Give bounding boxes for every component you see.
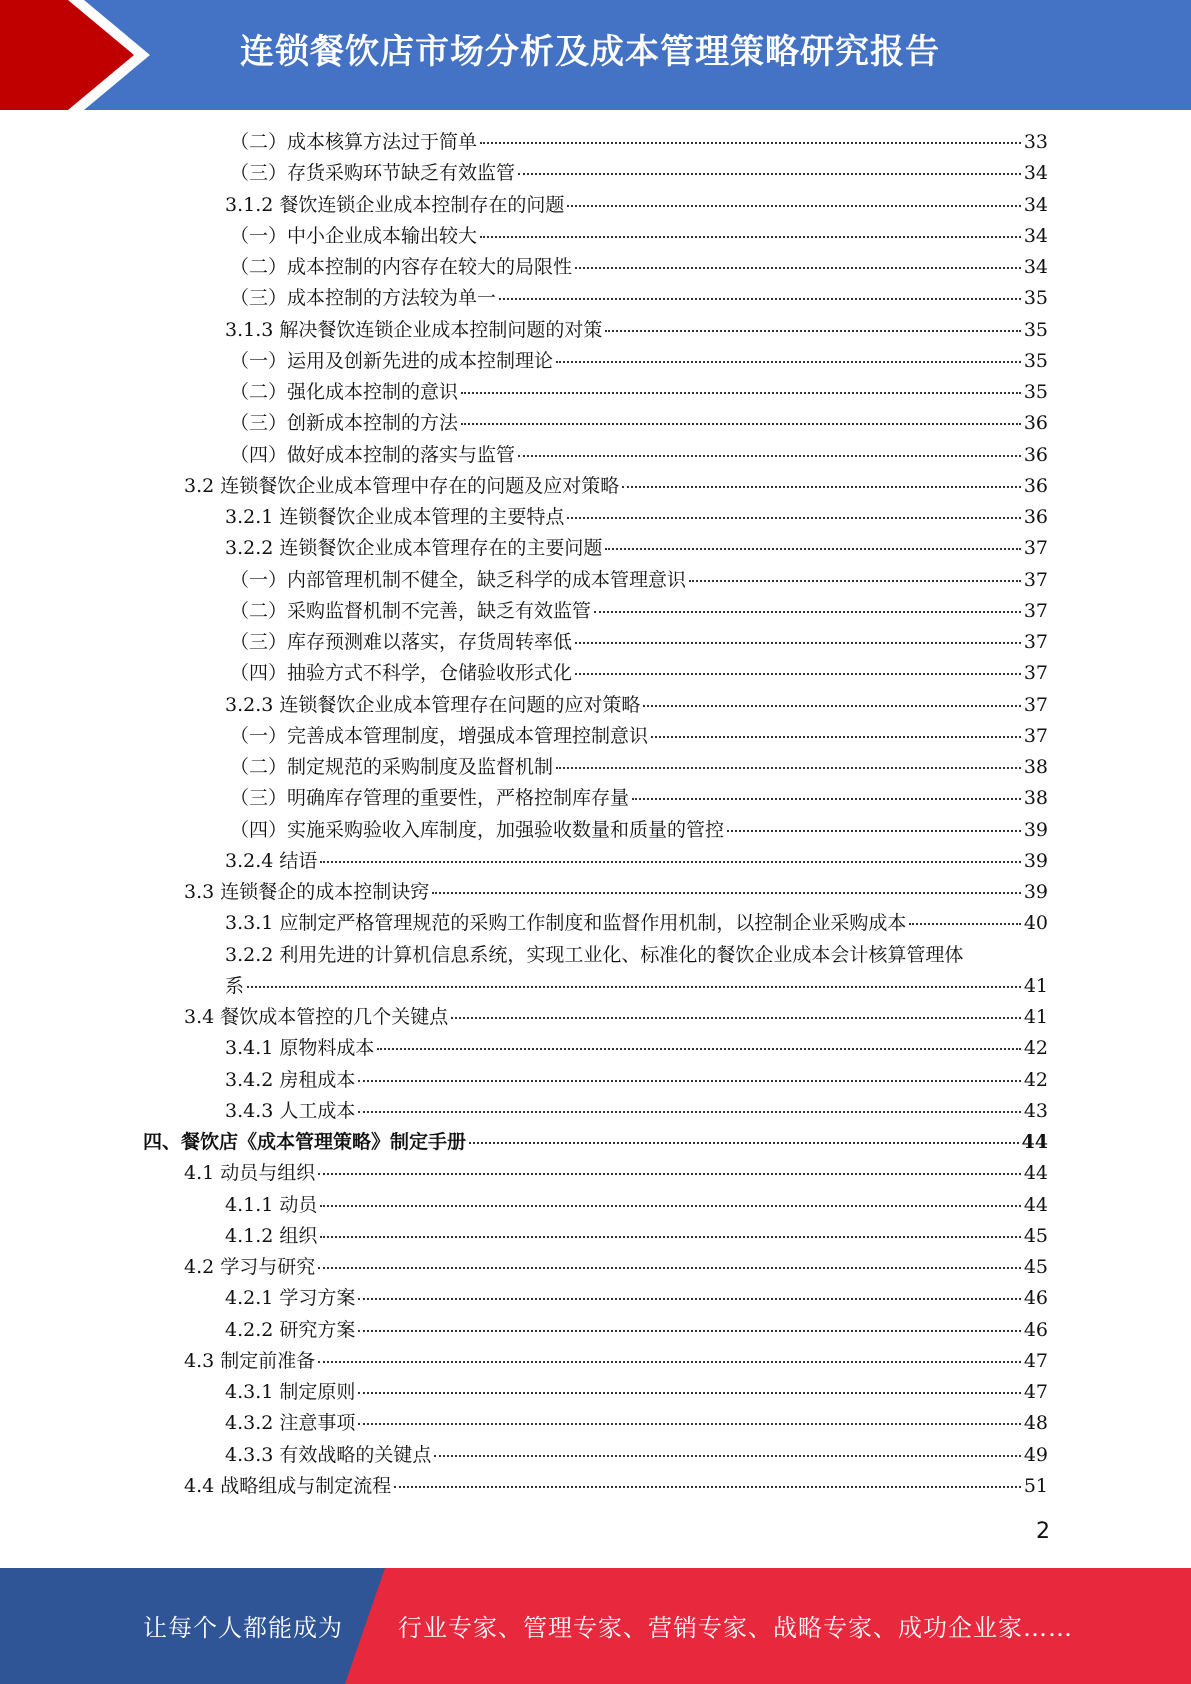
toc-entry-title: 4.3.3 有效战略的关键点 [225,1443,432,1466]
toc-entry[interactable] [0,1315,1191,1346]
toc-leader-dots [567,517,1020,519]
toc-entry-title: （三）创新成本控制的方法 [230,412,459,435]
toc-entry-title: 4.1.1 动员 [225,1193,318,1216]
toc-entry-title: （二）成本控制的内容存在较大的局限性 [230,256,573,278]
toc-entry-title: 3.4.2 房租成本 [225,1068,356,1091]
toc-entry[interactable] [0,440,1191,471]
toc-entry-title: 3.2.2 连锁餐饮企业成本管理存在的主要问题 [225,537,603,560]
toc-entry-title: 4.3.2 注意事项 [225,1412,356,1435]
toc-entry[interactable] [0,1283,1191,1314]
toc-leader-dots [394,1486,1021,1488]
toc-entry[interactable] [0,1033,1191,1064]
toc-entry[interactable] [0,1190,1191,1221]
toc-entry-page: 33 [1023,131,1048,153]
toc-entry[interactable] [0,1002,1191,1033]
toc-entry-title: 3.2.4 结语 [225,849,318,872]
toc-entry-page: 34 [1023,224,1048,247]
toc-entry-page: 34 [1023,162,1048,185]
toc-entry[interactable] [0,877,1191,908]
toc-entry-title: 3.1.2 餐饮连锁企业成本控制存在的问题 [225,193,565,216]
toc-entry[interactable] [0,1252,1191,1283]
toc-leader-dots [632,798,1021,800]
toc-entry[interactable] [0,1065,1191,1096]
toc-entry-page: 35 [1023,318,1048,341]
toc-entry[interactable] [0,940,1191,1003]
toc-entry-title-line: 3.2.2 利用先进的计算机信息系统，实现工业化、标准化的餐饮企业成本会计核算管理体 [225,943,964,966]
toc-entry-page: 35 [1023,381,1048,403]
toc-leader-dots [318,1267,1021,1269]
toc-leader-dots [480,142,1021,144]
toc-leader-dots [432,892,1021,894]
toc-entry[interactable] [0,1221,1191,1252]
toc-entry-title: 3.2.1 连锁餐饮企业成本管理的主要特点 [225,506,565,528]
toc-leader-dots [518,173,1021,175]
toc-entry-page: 40 [1023,912,1048,935]
toc-entry[interactable] [0,408,1191,439]
toc-entry[interactable] [0,221,1191,252]
toc-entry[interactable] [0,1158,1191,1189]
toc-entry-title: 4.1 动员与组织 [184,1162,316,1185]
toc-entry-title: （四）实施采购验收入库制度，加强验收数量和质量的管控 [230,818,725,841]
toc-entry[interactable] [0,908,1191,939]
toc-entry-title: （二）强化成本控制的意识 [230,381,459,403]
toc-entry-title: 3.1.3 解决餐饮连锁企业成本控制问题的对策 [225,318,603,341]
toc-entry-page: 44 [1023,1162,1048,1185]
toc-entry[interactable] [0,565,1191,596]
toc-leader-dots [318,1361,1021,1363]
toc-leader-dots [358,1298,1020,1300]
toc-entry-title: （三）明确库存管理的重要性，严格控制库存量 [230,787,630,810]
toc-entry[interactable] [0,127,1191,158]
toc-entry-page: 47 [1023,1349,1048,1372]
toc-entry-title: （三）成本控制的方法较为单一 [230,287,497,310]
toc-entry[interactable] [0,158,1191,189]
toc-entry[interactable] [0,377,1191,408]
toc-leader-dots [377,1048,1020,1050]
toc-leader-dots [556,361,1021,363]
toc-entry[interactable] [0,471,1191,502]
toc-entry-page: 44 [1023,1193,1048,1216]
toc-entry[interactable] [0,721,1191,752]
toc-entry-page: 37 [1023,599,1048,622]
toc-entry-page: 35 [1023,349,1048,372]
toc-entry-page: 44 [1021,1131,1048,1153]
toc-leader-dots [358,1392,1020,1394]
toc-entry[interactable] [0,190,1191,221]
toc-entry-page: 36 [1023,443,1048,466]
toc-entry-title: 4.2.2 研究方案 [225,1318,356,1341]
toc-entry-title: （二）采购监督机制不完善，缺乏有效监管 [230,599,592,622]
toc-entry-page: 34 [1023,193,1048,216]
toc-entry-page: 39 [1023,849,1048,872]
toc-leader-dots [469,1142,1019,1144]
toc-entry[interactable] [0,783,1191,814]
toc-entry[interactable] [0,346,1191,377]
toc-entry-title: （一）内部管理机制不健全，缺乏科学的成本管理意识 [230,568,687,591]
toc-entry-title: （一）中小企业成本输出较大 [230,224,478,247]
toc-leader-dots [605,548,1020,550]
toc-leader-dots [689,580,1021,582]
toc-entry[interactable] [0,1440,1191,1471]
toc-entry-title: 3.3 连锁餐企的成本控制诀窍 [184,881,430,903]
toc-leader-dots [651,736,1021,738]
toc-entry-title: 系 [225,974,245,997]
toc-entry-title: 3.3.1 应制定严格管理规范的采购工作制度和监督作用机制，以控制企业采购成本 [225,912,907,935]
toc-entry-page: 37 [1023,568,1048,591]
toc-leader-dots [358,1111,1020,1113]
toc-leader-dots [320,861,1020,863]
page-header [0,0,1191,110]
toc-entry[interactable] [0,1127,1191,1158]
page-footer [0,1568,1191,1684]
toc-entry-page: 36 [1023,474,1048,497]
toc-leader-dots [318,1173,1021,1175]
toc-entry-title: （四）抽验方式不科学，仓储验收形式化 [230,662,573,685]
toc-entry-title: 4.4 战略组成与制定流程 [184,1474,392,1497]
report-title: 连锁餐饮店市场分析及成本管理策略研究报告 [240,32,940,72]
toc-leader-dots [434,1455,1020,1457]
toc-entry-title: 3.4.1 原物料成本 [225,1037,375,1060]
toc-entry-page: 51 [1023,1474,1048,1497]
toc-entry-page: 46 [1023,1287,1048,1310]
toc-entry-title: 3.4 餐饮成本管控的几个关键点 [184,1006,449,1028]
toc-entry-page: 37 [1023,631,1048,653]
toc-entry[interactable] [0,1346,1191,1377]
toc-entry-title: 4.2.1 学习方案 [225,1287,356,1310]
toc-entry[interactable] [0,658,1191,689]
toc-entry-page: 38 [1023,756,1048,778]
toc-entry-title: （一）运用及创新先进的成本控制理论 [230,349,554,372]
toc-leader-dots [320,1205,1020,1207]
toc-entry[interactable] [0,846,1191,877]
toc-entry-title: （二）制定规范的采购制度及监督机制 [230,756,554,778]
toc-leader-dots [556,767,1021,769]
toc-entry-page: 35 [1023,287,1048,310]
toc-entry-page: 38 [1023,787,1048,810]
toc-leader-dots [320,1236,1020,1238]
toc-entry-page: 41 [1023,974,1048,997]
table-of-contents [0,127,1191,1502]
toc-entry[interactable] [0,315,1191,346]
toc-entry[interactable] [0,627,1191,658]
toc-entry[interactable] [0,533,1191,564]
toc-entry-page: 37 [1023,693,1048,716]
toc-entry-page: 45 [1023,1256,1048,1278]
toc-entry[interactable] [0,502,1191,533]
toc-entry-page: 37 [1023,662,1048,685]
toc-entry[interactable] [0,1408,1191,1439]
toc-entry-page: 36 [1023,506,1048,528]
toc-entry-title: （一）完善成本管理制度，增强成本管理控制意识 [230,724,649,747]
toc-leader-dots [518,455,1021,457]
toc-entry[interactable] [0,252,1191,283]
toc-entry-title: 四、餐饮店《成本管理策略》制定手册 [143,1131,467,1153]
toc-leader-dots [247,986,1021,988]
toc-entry[interactable] [0,690,1191,721]
toc-leader-dots [358,1423,1020,1425]
toc-entry-title: （三）库存预测难以落实，存货周转率低 [230,631,573,653]
toc-entry-page: 46 [1023,1318,1048,1341]
toc-entry-page: 45 [1023,1224,1048,1247]
toc-entry-page: 47 [1023,1381,1048,1403]
toc-leader-dots [480,236,1021,238]
toc-entry-title: 3.2.3 连锁餐饮企业成本管理存在问题的应对策略 [225,693,641,716]
toc-leader-dots [594,611,1021,613]
toc-entry-page: 41 [1023,1006,1048,1028]
toc-entry[interactable] [0,815,1191,846]
toc-entry-page: 48 [1023,1412,1048,1435]
toc-entry-title: 3.4.3 人工成本 [225,1099,356,1122]
toc-leader-dots [461,392,1021,394]
toc-entry-page: 37 [1023,537,1048,560]
toc-leader-dots [358,1080,1020,1082]
toc-entry-page: 49 [1023,1443,1048,1466]
footer-slogan-right: 行业专家、管理专家、营销专家、战略专家、成功企业家…… [398,1614,1073,1642]
toc-entry-page: 42 [1023,1037,1048,1060]
toc-leader-dots [451,1017,1021,1019]
toc-entry-page: 34 [1023,256,1048,278]
toc-entry[interactable] [0,1471,1191,1502]
toc-leader-dots [575,642,1021,644]
toc-entry[interactable] [0,1377,1191,1408]
toc-leader-dots [605,330,1020,332]
toc-entry-page: 36 [1023,412,1048,435]
toc-entry[interactable] [0,752,1191,783]
toc-entry-title: 3.2 连锁餐饮企业成本管理中存在的问题及应对策略 [184,474,620,497]
toc-leader-dots [499,298,1021,300]
toc-entry[interactable] [0,596,1191,627]
toc-entry-title: 4.2 学习与研究 [184,1256,316,1278]
toc-entry-page: 39 [1023,881,1048,903]
footer-slogan-left: 让每个人都能成为 [143,1614,343,1642]
toc-leader-dots [567,205,1020,207]
toc-entry-title: 4.3 制定前准备 [184,1349,316,1372]
toc-leader-dots [358,1330,1020,1332]
toc-entry-title: （二）成本核算方法过于简单 [230,131,478,153]
toc-leader-dots [461,423,1021,425]
toc-leader-dots [909,923,1020,925]
toc-entry-title: （四）做好成本控制的落实与监管 [230,443,516,466]
toc-leader-dots [575,673,1021,675]
toc-entry[interactable] [0,283,1191,314]
page-number: 2 [1036,1519,1050,1544]
toc-entry[interactable] [0,1096,1191,1127]
toc-leader-dots [727,830,1021,832]
toc-entry-page: 43 [1023,1099,1048,1122]
toc-entry-title: 4.1.2 组织 [225,1224,318,1247]
toc-entry-title: 4.3.1 制定原则 [225,1381,356,1403]
toc-entry-page: 42 [1023,1068,1048,1091]
toc-entry-continuation [0,971,1191,1002]
toc-leader-dots [622,486,1021,488]
toc-leader-dots [643,705,1020,707]
toc-entry-page: 39 [1023,818,1048,841]
toc-entry-title: （三）存货采购环节缺乏有效监管 [230,162,516,185]
toc-entry-page: 37 [1023,724,1048,747]
toc-leader-dots [575,267,1021,269]
